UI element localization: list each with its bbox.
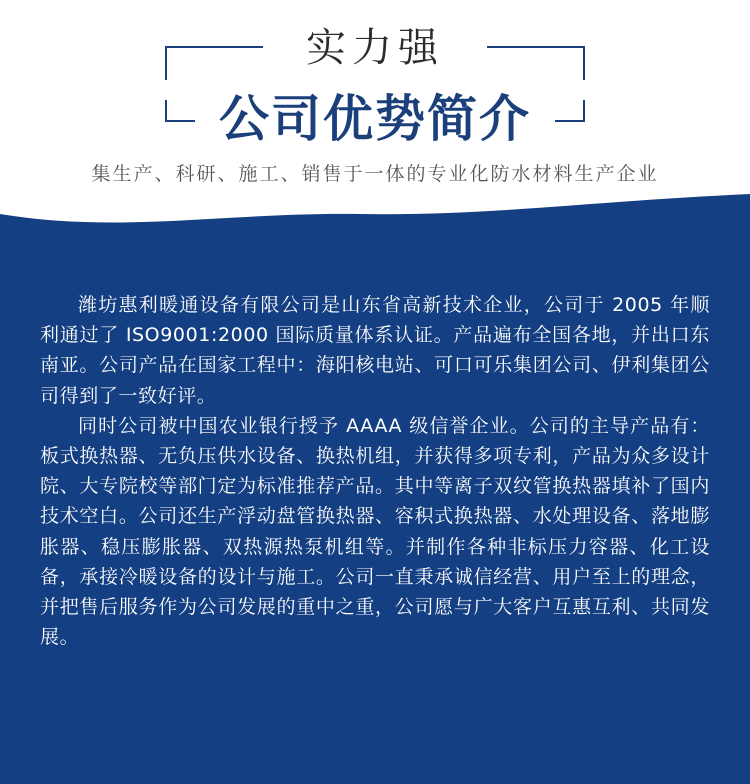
intro-paragraph: 同时公司被中国农业银行授予 AAAA 级信誉企业。公司的主导产品有：板式换热器、无负压供水设备、换热机组，并获得多项专利，产品为众多设计院、大专院校等部门定为标准推荐产品。其中等离子双纹管换热器填补了国内技术空白。公司还生产浮动盘管换热器、容积式换热器、水处理设备、落地膨胀器、稳压膨胀器、双热源热泵机组等。并制作各种非标压力容器、化工设备，承接冷暖设备的设计与施工。公司一直秉承诚信经营、用户至上的理念，并把售后服务作为公司发展的重中之重，公司愿与广大客户互惠互利、共同发展。 [40,414,710,649]
intro-paragraph: 潍坊惠利暖通设备有限公司是山东省高新技术企业，公司于 2005 年顺利通过了 ISO9001:2000 国际质量体系认证。产品遍布全国各地，并出口东南亚。公司产品在国家工程中：海阳核电站、可口可乐集团公司、伊利集团公司得到了一致好评。 [40,294,710,407]
wave-divider [0,190,750,260]
title-strength: 实力强 [306,25,444,71]
company-introduction [40,290,710,652]
title-company-advantages: 公司优势简介 [219,90,531,148]
subtitle-tagline: 集生产、科研、施工、销售于一体的专业化防水材料生产企业 [91,163,659,185]
